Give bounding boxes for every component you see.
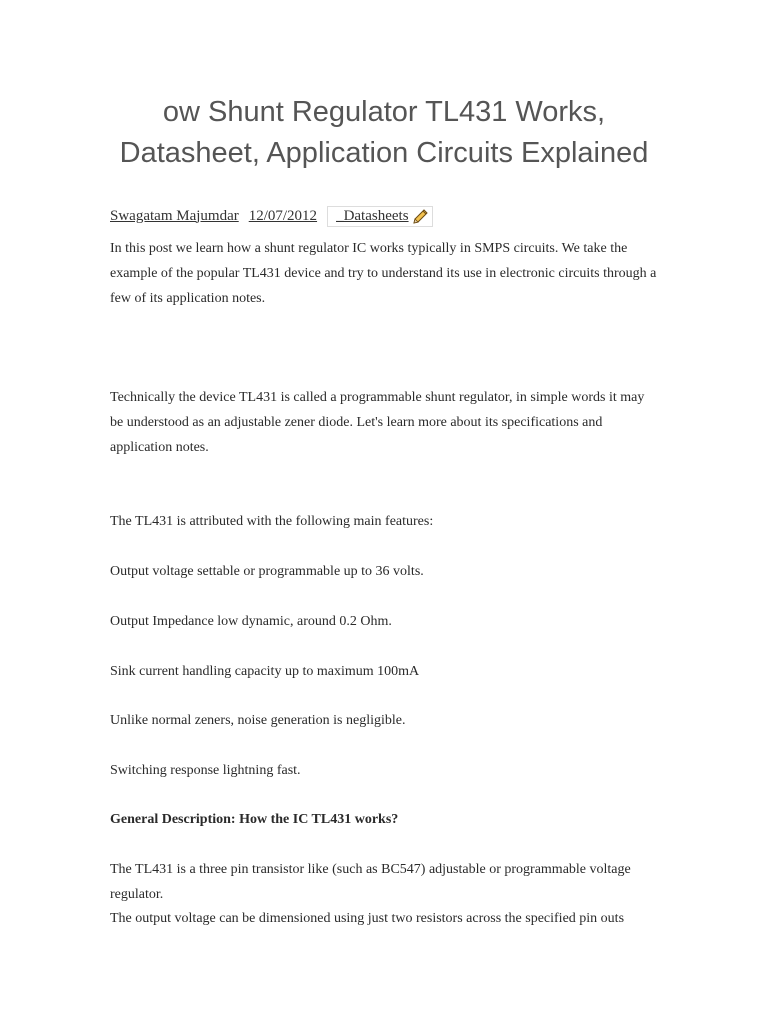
feature-item: Output Impedance low dynamic, around 0.2 Ohm. xyxy=(110,614,392,629)
features-intro: The TL431 is attributed with the following main features: xyxy=(110,514,434,529)
section-heading: General Description: How the IC TL431 works? xyxy=(110,812,399,827)
body-paragraph: The TL431 is a three pin transistor like (such as BC547) adjustable or programmable voltage regulator. xyxy=(110,862,631,902)
author-link[interactable]: Swagatam Majumdar xyxy=(110,207,239,224)
article-meta xyxy=(110,205,433,227)
intro-paragraph: In this post we learn how a shunt regulator IC works typically in SMPS circuits. We take the example of the popular TL431 device and try to understand its use in electronic circuits through a few of its application notes. xyxy=(110,241,657,306)
date-link[interactable]: 12/07/2012 xyxy=(248,207,318,224)
category-link[interactable]: _Datasheets xyxy=(336,208,409,224)
body-paragraph: The output voltage can be dimensioned using just two resistors across the specified pin outs xyxy=(110,911,625,926)
article-title: ow Shunt Regulator TL431 Works, Datasheet, Application Circuits Explained xyxy=(119,96,649,169)
pencil-icon[interactable] xyxy=(411,208,429,226)
feature-item: Unlike normal zeners, noise generation is negligible. xyxy=(110,713,406,728)
feature-item: Sink current handling capacity up to maximum 100mA xyxy=(110,664,420,679)
feature-item: Output voltage settable or programmable up to 36 volts. xyxy=(110,564,424,579)
category-tag[interactable] xyxy=(327,206,432,227)
description-paragraph: Technically the device TL431 is called a programmable shunt regulator, in simple words it may be understood as an adjustable zener diode. Let's learn more about its specifications and application notes. xyxy=(110,390,645,455)
feature-item: Switching response lightning fast. xyxy=(110,763,301,778)
